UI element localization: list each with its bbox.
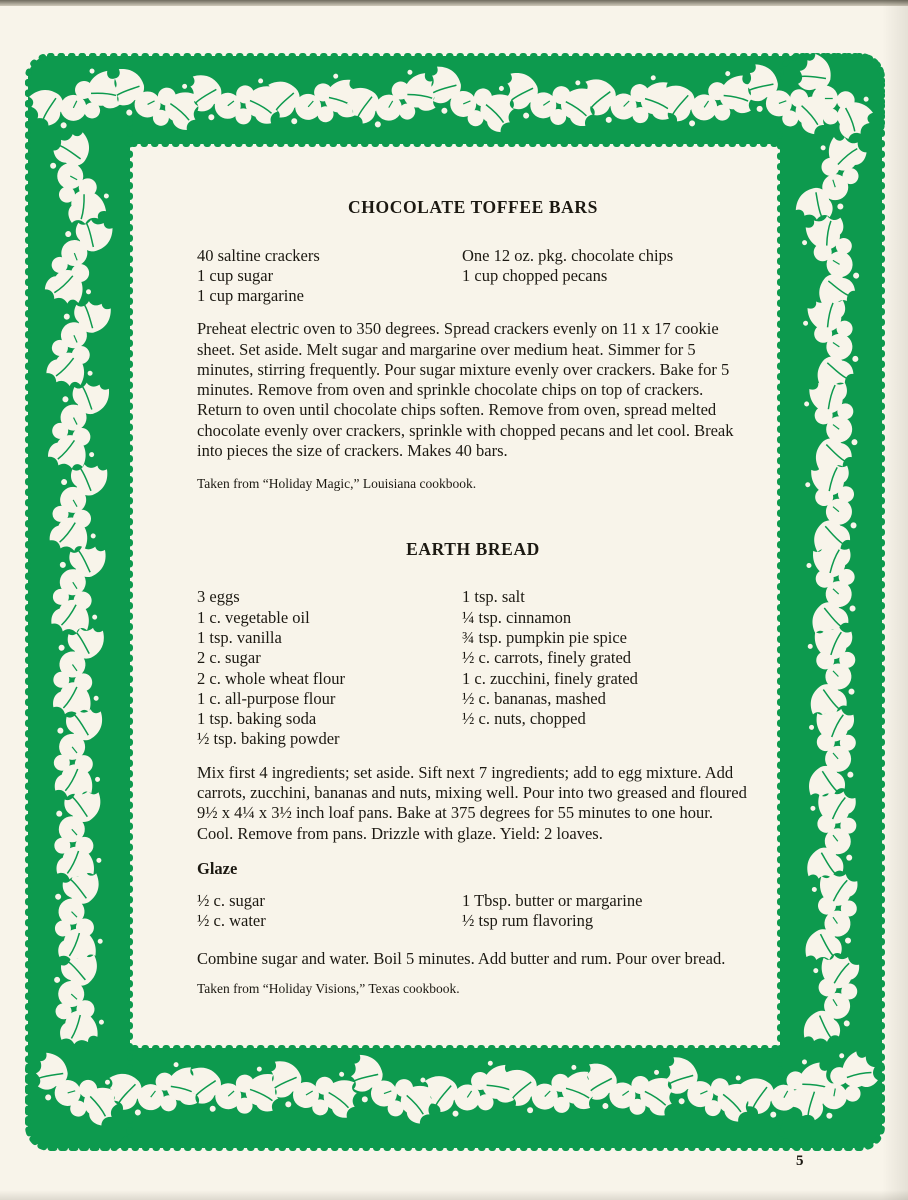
ingredient-line: 2 c. whole wheat flour <box>197 668 345 688</box>
ingredient-line: ½ c. water <box>197 911 266 931</box>
ingredients-left-column <box>197 587 462 749</box>
ingredient-line: 1 tsp. vanilla <box>197 628 282 647</box>
ingredient-line: 1 tsp. baking soda <box>197 709 317 729</box>
ingredients-right-column <box>462 246 673 307</box>
ingredient-line: 2 c. sugar <box>197 648 261 668</box>
recipe-title: CHOCOLATE TOFFEE BARS <box>348 197 598 217</box>
attribution-note: Taken from “Holiday Visions,” Texas cookbook. <box>197 980 460 996</box>
ingredients-columns <box>197 246 749 307</box>
glaze-subsection <box>197 859 749 969</box>
ingredient-line: 1 tsp. salt <box>462 587 525 607</box>
ingredient-line: ¾ tsp. pumpkin pie spice <box>462 628 627 647</box>
ingredient-line: 1 c. zucchini, finely grated <box>462 668 638 688</box>
scan-edge-right <box>882 0 908 1200</box>
ingredient-line: 40 saltine crackers <box>197 245 320 265</box>
ingredients-columns <box>197 587 749 749</box>
ingredients-columns <box>197 891 749 932</box>
ingredient-line: One 12 oz. pkg. chocolate chips <box>462 245 674 265</box>
recipe-title: EARTH BREAD <box>406 538 540 559</box>
ingredients-right-column <box>462 587 638 749</box>
page-number: 5 <box>796 1153 804 1169</box>
ingredient-line: 3 eggs <box>197 587 240 607</box>
ingredients-right-column <box>462 891 642 932</box>
attribution-note: Taken from “Holiday Magic,” Louisiana cookbook. <box>197 476 477 492</box>
scan-edge-bottom <box>0 1190 908 1200</box>
scan-edge-top <box>0 0 908 6</box>
instructions-paragraph: Preheat electric oven to 350 degrees. Spread crackers evenly on 11 x 17 cookie sheet. Set aside. Melt sugar and margarine over medium heat. Simmer for 5 minutes, stirring frequently. Pour sugar mixture evenly over crackers. Bake for 5 minutes. Remove from oven and sprinkle chocolate chips on top of crackers. Return to oven until chocolate chips soften. Remove from oven, spread melted chocolate evenly over crackers, sprinkle with chopped pecans and let cool. Break into pieces the size of crackers. Makes 40 bars. <box>197 319 734 461</box>
ingredient-line: ½ c. sugar <box>197 891 265 911</box>
ingredient-line: ½ tsp. baking powder <box>197 729 340 749</box>
ingredient-line: 1 cup chopped pecans <box>462 265 608 285</box>
ingredient-line: 1 c. vegetable oil <box>197 607 310 627</box>
ingredient-line: 1 c. all-purpose flour <box>197 688 336 708</box>
ingredients-left-column <box>197 891 462 932</box>
ingredient-line: 1 cup sugar <box>197 265 274 285</box>
ingredient-line: ½ tsp rum flavoring <box>462 911 594 931</box>
ingredients-left-column <box>197 246 462 307</box>
instructions-paragraph: Mix first 4 ingredients; set aside. Sift next 7 ingredients; add to egg mixture. Add carrots, zucchini, bananas and nuts, mixing well. Pour into two greased and floured 9½ x 4¼ x 3½ inch loaf pans. Bake at 375 degrees for 55 minutes to one hour. Cool. Remove from pans. Drizzle with glaze. Yield: 2 loaves. <box>197 762 747 843</box>
ingredient-line: ½ c. bananas, mashed <box>462 688 606 708</box>
ingredient-line: ½ c. carrots, finely grated <box>462 648 632 668</box>
page-content <box>197 197 749 998</box>
ingredient-line: 1 cup margarine <box>197 286 304 306</box>
recipe-earth-bread <box>197 539 749 998</box>
glaze-heading: Glaze <box>197 858 238 878</box>
ingredient-line: 1 Tbsp. butter or margarine <box>462 891 643 911</box>
recipe-chocolate-toffee-bars <box>197 197 749 493</box>
ingredient-line: ½ c. nuts, chopped <box>462 709 586 729</box>
instructions-paragraph: Combine sugar and water. Boil 5 minutes. Add butter and rum. Pour over bread. <box>197 948 726 968</box>
ingredient-line: ¼ tsp. cinnamon <box>462 607 572 627</box>
